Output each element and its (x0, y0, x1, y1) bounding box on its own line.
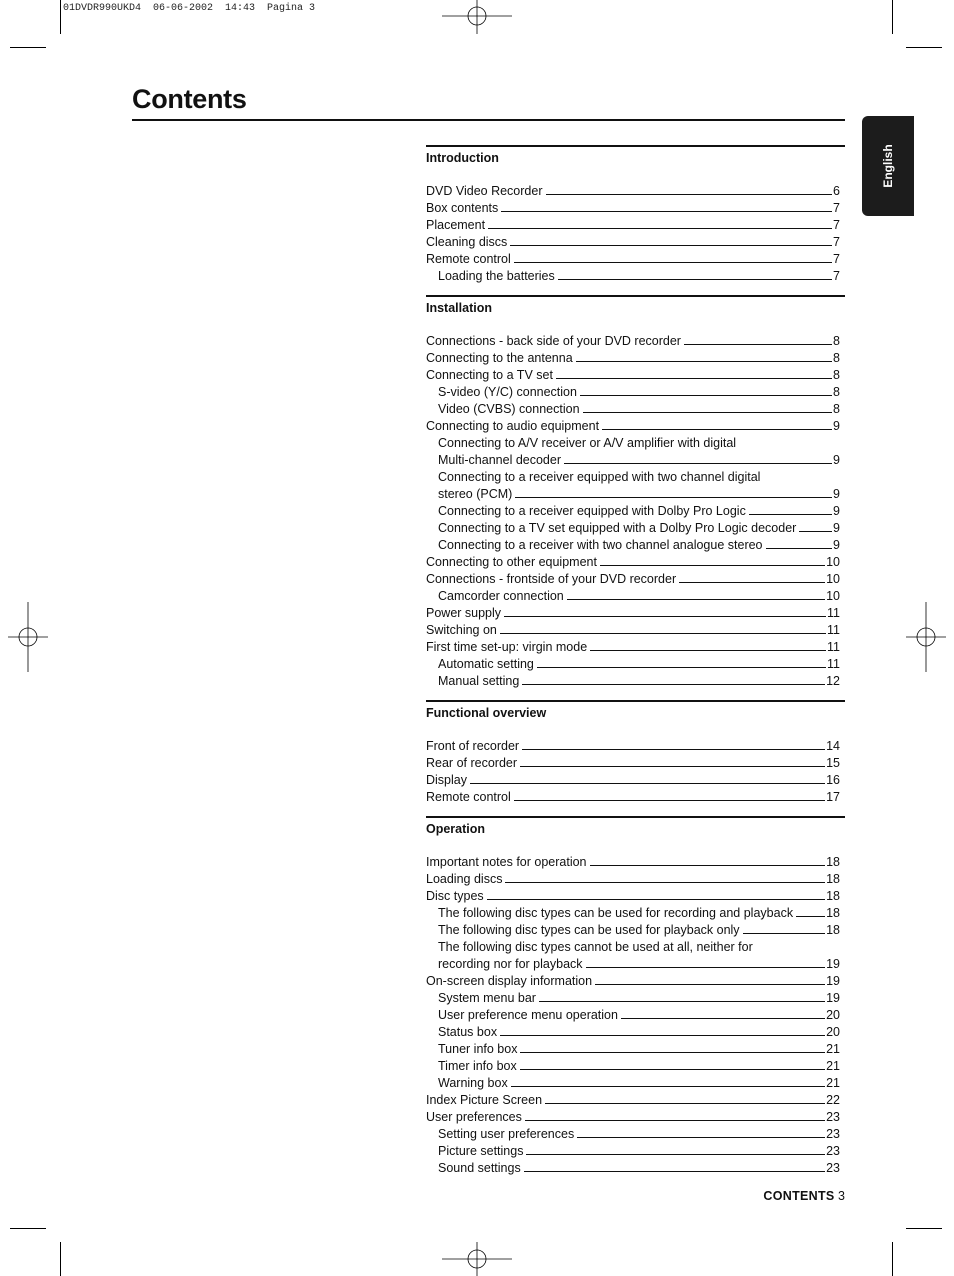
toc-entry-label: Connections - back side of your DVD recorder (426, 334, 681, 348)
toc-page-number: 8 (833, 385, 840, 399)
toc-entry[interactable] (426, 886, 840, 903)
toc-entry-label: User preferences (426, 1110, 522, 1124)
toc-entry-label: Connecting to the antenna (426, 351, 573, 365)
toc-leader-line (505, 882, 825, 883)
toc-leader-line (602, 429, 832, 430)
toc-entry-label: Connecting to a receiver equipped with Dolby Pro Logic (438, 504, 746, 518)
toc-entry-label: stereo (PCM) (438, 487, 513, 501)
toc-entry-label: Disc types (426, 889, 484, 903)
toc-page-number: 10 (826, 555, 840, 569)
registration-mark (442, 0, 512, 34)
toc-entry-label: Important notes for operation (426, 855, 587, 869)
toc-leader-line (796, 916, 825, 917)
registration-mark (442, 1242, 512, 1276)
toc-entry-label: Warning box (438, 1076, 508, 1090)
toc-entry[interactable] (426, 198, 840, 215)
toc-subentry[interactable] (426, 266, 840, 283)
toc-page-number: 21 (826, 1059, 840, 1073)
toc-page-number: 23 (826, 1110, 840, 1124)
title-divider (132, 119, 845, 121)
section-title: Installation (426, 301, 492, 315)
toc-subentry[interactable] (426, 535, 840, 552)
toc-entry-first-line: The following disc types cannot be used at all, neither for (438, 940, 753, 954)
toc-page-number: 15 (826, 756, 840, 770)
toc-leader-line (576, 361, 832, 362)
toc-entry-label: Display (426, 773, 467, 787)
toc-entry-label: Loading the batteries (438, 269, 555, 283)
toc-entry-label: Rear of recorder (426, 756, 518, 770)
toc-leader-line (621, 1018, 825, 1019)
toc-leader-line (556, 378, 832, 379)
toc-page-number: 7 (833, 218, 840, 232)
toc-subentry[interactable] (426, 1039, 840, 1056)
toc-entry[interactable] (426, 603, 840, 620)
toc-leader-line (577, 1137, 825, 1138)
crop-mark (10, 1228, 46, 1229)
section-title: Operation (426, 822, 486, 836)
toc-subentry[interactable] (426, 1141, 840, 1158)
toc-page-number: 14 (826, 739, 840, 753)
toc-page-number: 23 (826, 1144, 840, 1158)
toc-page-number: 18 (826, 923, 840, 937)
toc-entry-label: Remote control (426, 790, 511, 804)
toc-leader-line (586, 967, 826, 968)
toc-leader-line (580, 395, 832, 396)
print-header: 01DVDR990UKD4 06-06-2002 14:43 Pagina 3 (63, 3, 316, 14)
toc-leader-line (749, 514, 832, 515)
toc-page-number: 19 (826, 974, 840, 988)
toc-page-number: 8 (833, 334, 840, 348)
crop-mark (60, 1242, 61, 1276)
toc-subentry[interactable] (426, 1124, 840, 1141)
toc-leader-line (546, 194, 833, 195)
toc-page-number: 12 (826, 674, 840, 688)
toc-subentry[interactable] (426, 1056, 840, 1073)
toc-leader-line (600, 565, 825, 566)
toc-page-number: 7 (833, 201, 840, 215)
toc-page-number: 21 (826, 1076, 840, 1090)
language-tab-label: English (881, 144, 895, 188)
crop-mark (906, 47, 942, 48)
toc-entry[interactable] (426, 1107, 840, 1124)
toc-leader-line (558, 279, 832, 280)
toc-subentry[interactable] (426, 671, 840, 688)
toc-leader-line (522, 749, 825, 750)
toc-entry[interactable] (426, 753, 840, 770)
toc-leader-line (504, 616, 826, 617)
toc-page-number: 9 (833, 504, 840, 518)
toc-entry[interactable] (426, 348, 840, 365)
registration-mark (906, 602, 946, 672)
toc-leader-line (514, 262, 832, 263)
toc-page-number: 19 (826, 991, 840, 1005)
section-entries (426, 331, 845, 688)
toc-page-number: 20 (826, 1008, 840, 1022)
toc-entry-label: recording nor for playback (438, 957, 583, 971)
toc-entry-label: DVD Video Recorder (426, 184, 543, 198)
toc-leader-line (567, 599, 825, 600)
toc-entry-label: Tuner info box (438, 1042, 518, 1056)
toc-page-number: 8 (833, 351, 840, 365)
page-footer (763, 1189, 845, 1203)
toc-subentry[interactable] (426, 450, 840, 467)
crop-mark (10, 47, 46, 48)
toc-entry-label: Loading discs (426, 872, 503, 886)
toc-entry-label: Timer info box (438, 1059, 517, 1073)
toc-page-number: 7 (833, 235, 840, 249)
toc-entry-label: Camcorder connection (438, 589, 564, 603)
toc-subentry[interactable] (426, 518, 840, 535)
toc-leader-line (537, 667, 826, 668)
toc-entry[interactable] (426, 736, 840, 753)
toc-entry-label: S-video (Y/C) connection (438, 385, 577, 399)
toc-entry-label: Remote control (426, 252, 511, 266)
toc-leader-line (679, 582, 825, 583)
toc-leader-line (539, 1001, 825, 1002)
toc-page-number: 21 (826, 1042, 840, 1056)
toc-leader-line (470, 783, 825, 784)
toc-entry[interactable] (426, 181, 840, 198)
toc-entry[interactable] (426, 331, 840, 348)
toc-subentry[interactable] (426, 484, 840, 501)
toc-page-number: 18 (826, 855, 840, 869)
section-title: Functional overview (426, 706, 547, 720)
toc-subentry[interactable] (426, 1005, 840, 1022)
toc-entry-label: Connecting to audio equipment (426, 419, 600, 433)
toc-entry[interactable] (426, 249, 840, 266)
toc-page-number: 11 (827, 606, 840, 620)
toc-leader-line (515, 497, 832, 498)
toc-leader-line (799, 531, 832, 532)
toc-page-number: 22 (826, 1093, 840, 1107)
toc-entry[interactable] (426, 215, 840, 232)
toc-subentry[interactable] (426, 920, 840, 937)
toc-page-number: 18 (826, 872, 840, 886)
toc-page-number: 10 (826, 589, 840, 603)
toc-page-number: 23 (826, 1161, 840, 1175)
toc-entry-label: Cleaning discs (426, 235, 508, 249)
toc-entry-label: Connecting to other equipment (426, 555, 597, 569)
toc-leader-line (583, 412, 833, 413)
toc-leader-line (524, 1171, 825, 1172)
toc-entry[interactable] (426, 869, 840, 886)
toc-page-number: 6 (833, 184, 840, 198)
toc-subentry[interactable] (426, 954, 840, 971)
toc-page-number: 9 (833, 487, 840, 501)
section-entries (426, 181, 845, 283)
toc-entry-label: Connecting to a receiver with two channel analogue stereo (438, 538, 763, 552)
toc-entry-label: Power supply (426, 606, 502, 620)
toc-leader-line (500, 633, 826, 634)
toc-leader-line (684, 344, 832, 345)
crop-mark (60, 0, 61, 34)
toc-leader-line (520, 1069, 825, 1070)
toc-entry-label: Connecting to a TV set (426, 368, 553, 382)
toc-page-number: 20 (826, 1025, 840, 1039)
toc-page-number: 8 (833, 402, 840, 416)
toc-page-number: 11 (827, 640, 840, 654)
toc-page-number: 9 (833, 419, 840, 433)
section-title: Introduction (426, 151, 499, 165)
registration-mark (8, 602, 48, 672)
toc-subentry[interactable] (426, 501, 840, 518)
toc-leader-line (526, 1154, 825, 1155)
toc-entry-label: Automatic setting (438, 657, 534, 671)
toc-page-number: 19 (826, 957, 840, 971)
crop-mark (906, 1228, 942, 1229)
toc-entry[interactable] (426, 770, 840, 787)
toc-entry[interactable] (426, 552, 840, 569)
toc-entry-label: Connections - frontside of your DVD recorder (426, 572, 677, 586)
toc-leader-line (590, 650, 826, 651)
toc-entry[interactable] (426, 971, 840, 988)
toc-leader-line (487, 899, 825, 900)
toc-entry[interactable] (426, 787, 840, 804)
toc-entry[interactable] (426, 569, 840, 586)
crop-mark (892, 1242, 893, 1276)
toc-entry[interactable] (426, 637, 840, 654)
toc-leader-line (510, 245, 832, 246)
toc-page-number: 11 (827, 623, 840, 637)
toc-leader-line (522, 684, 825, 685)
toc-page-number: 11 (827, 657, 840, 671)
toc-entry[interactable] (426, 620, 840, 637)
toc-subentry[interactable] (426, 654, 840, 671)
toc-leader-line (488, 228, 832, 229)
toc-entry-label: Status box (438, 1025, 498, 1039)
toc-page-number: 23 (826, 1127, 840, 1141)
toc-entry-label: Manual setting (438, 674, 520, 688)
toc-page-number: 17 (826, 790, 840, 804)
toc-entry-label: Setting user preferences (438, 1127, 575, 1141)
toc-entry[interactable] (426, 1090, 840, 1107)
toc-subentry[interactable] (426, 586, 840, 603)
toc-entry-label: Multi-channel decoder (438, 453, 561, 467)
toc-leader-line (500, 1035, 825, 1036)
toc-entry[interactable] (426, 232, 840, 249)
toc-leader-line (564, 463, 832, 464)
toc-page-number: 7 (833, 269, 840, 283)
toc-leader-line (766, 548, 833, 549)
toc-entry-label: On-screen display information (426, 974, 593, 988)
toc-subentry[interactable] (426, 399, 840, 416)
toc-entry-label: User preference menu operation (438, 1008, 618, 1022)
footer-page-number: 3 (838, 1189, 845, 1203)
toc-leader-line (501, 211, 832, 212)
toc-subentry[interactable] (426, 382, 840, 399)
toc-entry-first-line: Connecting to a receiver equipped with two channel digital (438, 470, 761, 484)
toc-page-number: 10 (826, 572, 840, 586)
toc-subentry[interactable] (426, 988, 840, 1005)
language-tab (862, 116, 914, 216)
toc-subentry[interactable] (426, 903, 840, 920)
toc-page-number: 8 (833, 368, 840, 382)
toc-entry-label: Box contents (426, 201, 499, 215)
toc-entry-label: The following disc types can be used for recording and playback (438, 906, 794, 920)
toc-entry[interactable] (426, 365, 840, 382)
toc-leader-line (590, 865, 826, 866)
toc-subentry[interactable] (426, 1073, 840, 1090)
toc-entry-first-line: Connecting to A/V receiver or A/V amplifier with digital (438, 436, 737, 450)
toc-entry-label: First time set-up: virgin mode (426, 640, 588, 654)
section-entries (426, 736, 845, 804)
toc-entry-label: Front of recorder (426, 739, 520, 753)
table-of-contents (426, 145, 845, 1187)
toc-entry-label: The following disc types can be used for playback only (438, 923, 740, 937)
toc-leader-line (514, 800, 825, 801)
toc-entry-label: System menu bar (438, 991, 536, 1005)
toc-page-number: 9 (833, 453, 840, 467)
toc-leader-line (520, 766, 825, 767)
toc-leader-line (743, 933, 826, 934)
toc-entry-label: Placement (426, 218, 486, 232)
toc-page-number: 9 (833, 538, 840, 552)
toc-leader-line (525, 1120, 825, 1121)
toc-entry-label: Index Picture Screen (426, 1093, 543, 1107)
toc-entry-label: Sound settings (438, 1161, 521, 1175)
toc-entry-label: Switching on (426, 623, 497, 637)
crop-mark (892, 0, 893, 34)
toc-entry[interactable] (426, 852, 840, 869)
toc-page-number: 7 (833, 252, 840, 266)
page-title: Contents (132, 84, 247, 114)
toc-entry[interactable] (426, 416, 840, 433)
toc-leader-line (545, 1103, 825, 1104)
toc-leader-line (520, 1052, 825, 1053)
toc-page-number: 16 (826, 773, 840, 787)
toc-entry-label: Connecting to a TV set equipped with a Dolby Pro Logic decoder (438, 521, 797, 535)
toc-page-number: 18 (826, 906, 840, 920)
toc-page-number: 9 (833, 521, 840, 535)
toc-entry-label: Picture settings (438, 1144, 524, 1158)
toc-entry-label: Video (CVBS) connection (438, 402, 580, 416)
toc-leader-line (595, 984, 825, 985)
toc-subentry[interactable] (426, 1022, 840, 1039)
toc-page-number: 18 (826, 889, 840, 903)
toc-leader-line (511, 1086, 825, 1087)
section-entries (426, 852, 845, 1175)
toc-subentry[interactable] (426, 1158, 840, 1175)
footer-label: CONTENTS (763, 1189, 835, 1203)
